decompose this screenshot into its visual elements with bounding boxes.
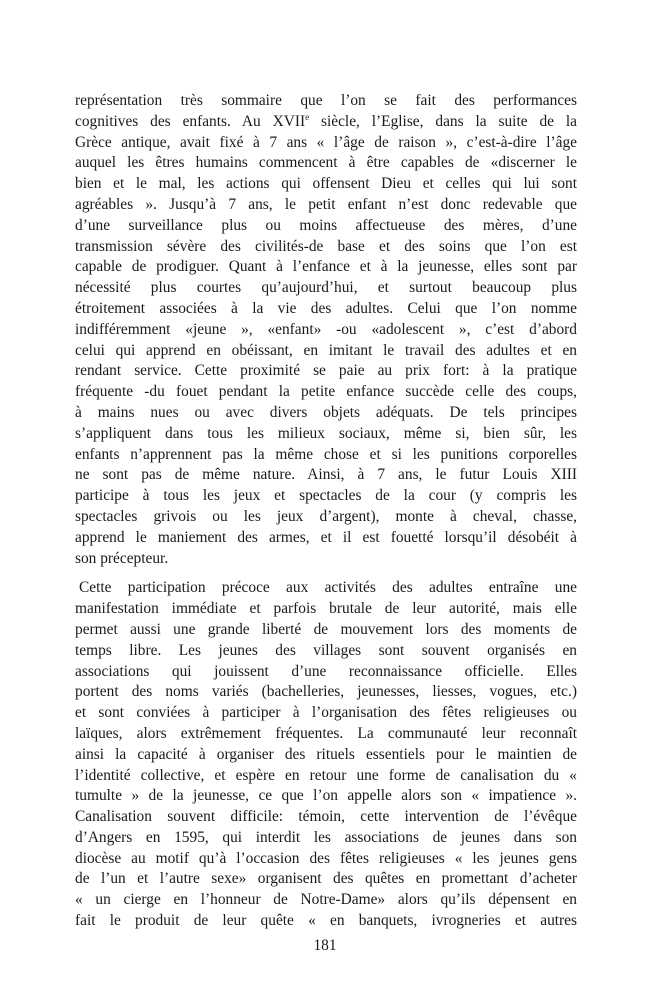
text-line: diocèse au motif qu’à l’occasion des fêtes religieuses « les jeunes gens bbox=[75, 849, 577, 867]
text-line: « un cierge en l’honneur de Notre-Dame» alors qu’ils dépensent en bbox=[75, 891, 577, 909]
text-line: transmission sévère des civilités-de base et des soins que l’on est bbox=[75, 237, 577, 255]
text-line: son précepteur. bbox=[75, 549, 169, 567]
text-line: l’identité collective, et espère en retour une forme de canalisation du « bbox=[75, 766, 577, 784]
text-line: à mains nues ou avec divers objets adéquats. De tels principes bbox=[75, 403, 577, 421]
text-line: de l’un et l’autre sexe» organisent des quêtes en promettant d’acheter bbox=[75, 870, 577, 888]
paragraph-1 bbox=[75, 91, 577, 569]
text-line: Canalisation souvent difficile: témoin, cette intervention de l’évêque bbox=[75, 808, 577, 826]
text-line: tumulte » de la jeunesse, ce que l’on appelle alors son « impatience ». bbox=[75, 787, 577, 805]
text-line: fait le produit de leur quête « en banquets, ivrogneries et autres bbox=[75, 912, 577, 930]
text-line: portent des noms variés (bachelleries, jeunesses, liesses, vogues, etc.) bbox=[75, 683, 577, 701]
text-line: laïques, alors extrêmement fréquentes. La communauté leur reconnaît bbox=[75, 724, 577, 742]
text-line: rendant service. Cette proximité se paie au prix fort: à la pratique bbox=[75, 362, 577, 380]
text-line: associations qui jouissent d’une reconnaissance officielle. Elles bbox=[75, 662, 577, 680]
text-line: Cette participation précoce aux activités des adultes entraîne une bbox=[79, 579, 577, 597]
text-line: agréables ». Jusqu’à 7 ans, le petit enfant n’est donc redevable que bbox=[75, 195, 577, 213]
text-line: spectacles grivois ou les jeux d’argent), monte à cheval, chasse, bbox=[75, 507, 577, 525]
text-line: ne sont pas de même nature. Ainsi, à 7 ans, le futur Louis XIII bbox=[75, 466, 577, 484]
text-line: s’appliquent dans tous les milieux sociaux, même si, bien sûr, les bbox=[75, 424, 577, 442]
text-line: d’Angers en 1595, qui interdit les associations de jeunes dans son bbox=[75, 828, 577, 846]
text-line: ainsi la capacité à organiser des rituels essentiels pour le maintien de bbox=[75, 745, 577, 763]
text-line: participe à tous les jeux et spectacles de la cour (y compris les bbox=[75, 487, 577, 505]
paragraph-gap bbox=[75, 569, 577, 578]
text-line: apprend le maniement des armes, et il est fouetté lorsqu’il désobéit à bbox=[75, 528, 577, 546]
text-line: Grèce antique, avait fixé à 7 ans « l’âge de raison », c’est-à-dire l’âge bbox=[75, 133, 577, 151]
text-line: représentation très sommaire que l’on se fait des performances bbox=[75, 92, 577, 109]
text-line: nécessité plus courtes qu’aujourd’hui, et surtout beaucoup plus bbox=[75, 279, 577, 297]
text-line: bien et le mal, les actions qui offensent Dieu et celles qui lui sont bbox=[75, 175, 577, 193]
text-segment: cognitives des enfants. Au XVII bbox=[75, 112, 306, 130]
text-segment: siècle, l’Eglise, dans la suite de la bbox=[309, 112, 577, 130]
paragraph-2 bbox=[75, 578, 577, 932]
text-line: indifféremment «jeune », «enfant» -ou «adolescent », c’est d’abord bbox=[75, 320, 577, 338]
text-line: d’une surveillance plus ou moins affectueuse des mères, d’une bbox=[75, 216, 577, 234]
page-number: 181 bbox=[313, 937, 337, 954]
text-line: temps libre. Les jeunes des villages sont souvent organisés en bbox=[75, 641, 577, 659]
text-line: celui qui apprend en obéissant, en imitant le travail des adultes et en bbox=[75, 341, 577, 359]
text-line: manifestation immédiate et parfois brutale de leur autorité, mais elle bbox=[75, 600, 577, 618]
text-line: capable de prodiguer. Quant à l’enfance et à la jeunesse, elles sont par bbox=[75, 258, 577, 276]
text-line bbox=[75, 112, 577, 133]
text-line: et sont conviées à participer à l’organisation des fêtes religieuses ou bbox=[75, 704, 577, 722]
text-line: permet aussi une grande liberté de mouvement lors des moments de bbox=[75, 620, 577, 638]
page-body bbox=[75, 91, 577, 932]
text-line: étroitement associées à la vie des adultes. Celui que l’on nomme bbox=[75, 299, 577, 317]
century-superscript: e bbox=[305, 111, 310, 122]
text-line: enfants n’apprennent pas la même chose et si les punitions corporelles bbox=[75, 445, 577, 463]
text-line: auquel les êtres humains commencent à être capables de «discerner le bbox=[75, 154, 577, 172]
text-line: fréquente -du fouet pendant la petite enfance succède celle des coups, bbox=[75, 383, 577, 401]
